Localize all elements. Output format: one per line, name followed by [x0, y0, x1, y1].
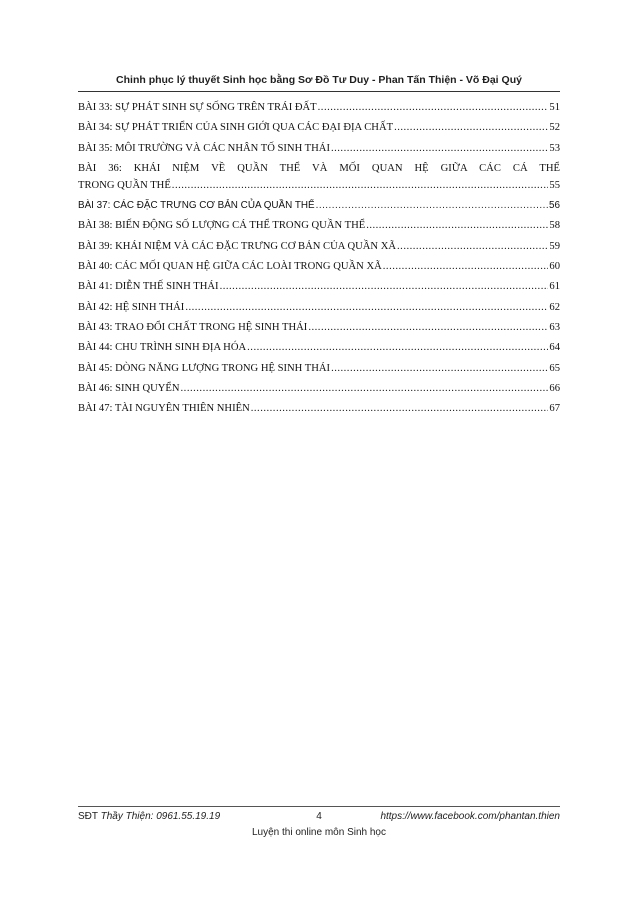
toc-entry-title: BÀI 44: CHU TRÌNH SINH ĐỊA HÓA — [78, 342, 247, 354]
toc-entry-page: 58 — [549, 220, 560, 232]
toc-entry[interactable] — [78, 160, 560, 194]
dot-leader — [172, 177, 549, 194]
dot-leader — [316, 197, 548, 214]
header-divider — [78, 91, 560, 92]
toc-entry-title: BÀI 42: HỆ SINH THÁI — [78, 301, 185, 313]
toc-entry[interactable] — [78, 360, 560, 377]
toc-entry-page: 59 — [549, 240, 560, 252]
toc-entry-title: BÀI 35: MÔI TRƯỜNG VÀ CÁC NHÂN TỐ SINH THÁI — [78, 142, 330, 154]
toc-entry[interactable] — [78, 217, 560, 234]
toc-entry-title: BÀI 47: TÀI NGUYÊN THIÊN NHIÊN — [78, 403, 250, 415]
toc-entry[interactable] — [78, 140, 560, 157]
toc-entry-page: 52 — [549, 122, 560, 134]
toc-entry-title: BÀI 46: SINH QUYỂN — [78, 382, 180, 394]
toc-entry-title: BÀI 34: SỰ PHÁT TRIỂN CỦA SINH GIỚI QUA CÁC ĐẠI ĐỊA CHẤT — [78, 122, 394, 134]
toc-entry-page: 64 — [549, 342, 560, 354]
toc-entry-page: 63 — [549, 321, 560, 333]
toc-entry-title: BÀI 45: DÒNG NĂNG LƯỢNG TRONG HỆ SINH THÁI — [78, 362, 331, 374]
footer-subtitle: Luyện thi online môn Sinh học — [252, 827, 386, 838]
dot-leader — [394, 119, 548, 136]
toc-entry[interactable] — [78, 380, 560, 397]
toc-entry-page: 67 — [549, 403, 560, 415]
dot-leader — [185, 299, 548, 316]
toc-entry-page: 53 — [549, 142, 560, 154]
toc-entry[interactable] — [78, 400, 560, 417]
toc-entry-page: 61 — [549, 281, 560, 293]
footer-phone-prefix: SĐT — [78, 811, 101, 822]
toc-entry-page: 51 — [549, 102, 560, 113]
dot-leader — [397, 238, 548, 255]
toc-entry-title: BÀI 41: DIỄN THẾ SINH THÁI — [78, 281, 219, 293]
page-footer — [78, 811, 560, 838]
dot-leader — [251, 400, 549, 417]
toc-entry-title-line2: TRONG QUẦN THỂ — [78, 179, 171, 191]
dot-leader — [308, 319, 548, 336]
toc-entry-page: 55 — [549, 179, 560, 191]
dot-leader — [247, 339, 548, 356]
toc-entry[interactable] — [78, 99, 560, 116]
page-header-title: Chinh phục lý thuyết Sinh học bằng Sơ Đồ Tư Duy - Phan Tấn Thiện - Võ Đại Quý — [116, 74, 522, 86]
toc-entry[interactable] — [78, 119, 560, 136]
toc-entry-title: BÀI 40: CÁC MỐI QUAN HỆ GIỮA CÁC LOÀI TRONG QUẦN XÃ — [78, 261, 382, 273]
dot-leader — [383, 258, 549, 275]
toc-entry-page: 62 — [549, 301, 560, 313]
toc-entry[interactable] — [78, 299, 560, 316]
toc-entry-page: 60 — [549, 261, 560, 273]
dot-leader — [331, 140, 548, 157]
toc-entry[interactable] — [78, 339, 560, 356]
dot-leader — [220, 278, 549, 295]
footer-page-number: 4 — [316, 811, 322, 822]
toc-entry-title: BÀI 38: BIẾN ĐỘNG SỐ LƯỢNG CÁ THỂ TRONG QUẦN THỂ — [78, 220, 366, 232]
toc-entry[interactable] — [78, 238, 560, 255]
toc-entry-title-line1: BÀI 36: KHÁI NIỆM VỀ QUẦN THỂ VÀ MỐI QUAN HỆ GIỮA CÁC CÁ THỂ — [78, 162, 560, 174]
dot-leader — [366, 217, 548, 234]
toc-entry[interactable] — [78, 197, 560, 214]
dot-leader — [318, 99, 549, 116]
toc-entry-title: BÀI 33: SỰ PHÁT SINH SỰ SỐNG TRÊN TRÁI ĐẤT — [78, 102, 317, 113]
toc-entry-page: 65 — [549, 362, 560, 374]
dot-leader — [181, 380, 549, 397]
toc-entry[interactable] — [78, 258, 560, 275]
footer-facebook-link[interactable]: https://www.facebook.com/phantan.thien — [380, 811, 560, 822]
toc-entry-page: 56 — [549, 200, 560, 212]
table-of-contents — [78, 99, 560, 420]
footer-phone-name: Thầy Thiện: 0961.55.19.19 — [100, 811, 221, 822]
toc-entry-title: BÀI 39: KHÁI NIỆM VÀ CÁC ĐẶC TRƯNG CƠ BẢN CỦA QUẦN XÃ — [78, 240, 397, 252]
toc-entry[interactable] — [78, 319, 560, 336]
footer-divider — [78, 806, 560, 807]
toc-entry-title: BÀI 43: TRAO ĐỔI CHẤT TRONG HỆ SINH THÁI — [78, 321, 308, 333]
toc-entry[interactable] — [78, 278, 560, 295]
toc-entry-title: BÀI 37: CÁC ĐẶC TRƯNG CƠ BẢN CỦA QUẦN THỂ — [78, 200, 315, 212]
dot-leader — [331, 360, 548, 377]
toc-entry-page: 66 — [549, 382, 560, 394]
